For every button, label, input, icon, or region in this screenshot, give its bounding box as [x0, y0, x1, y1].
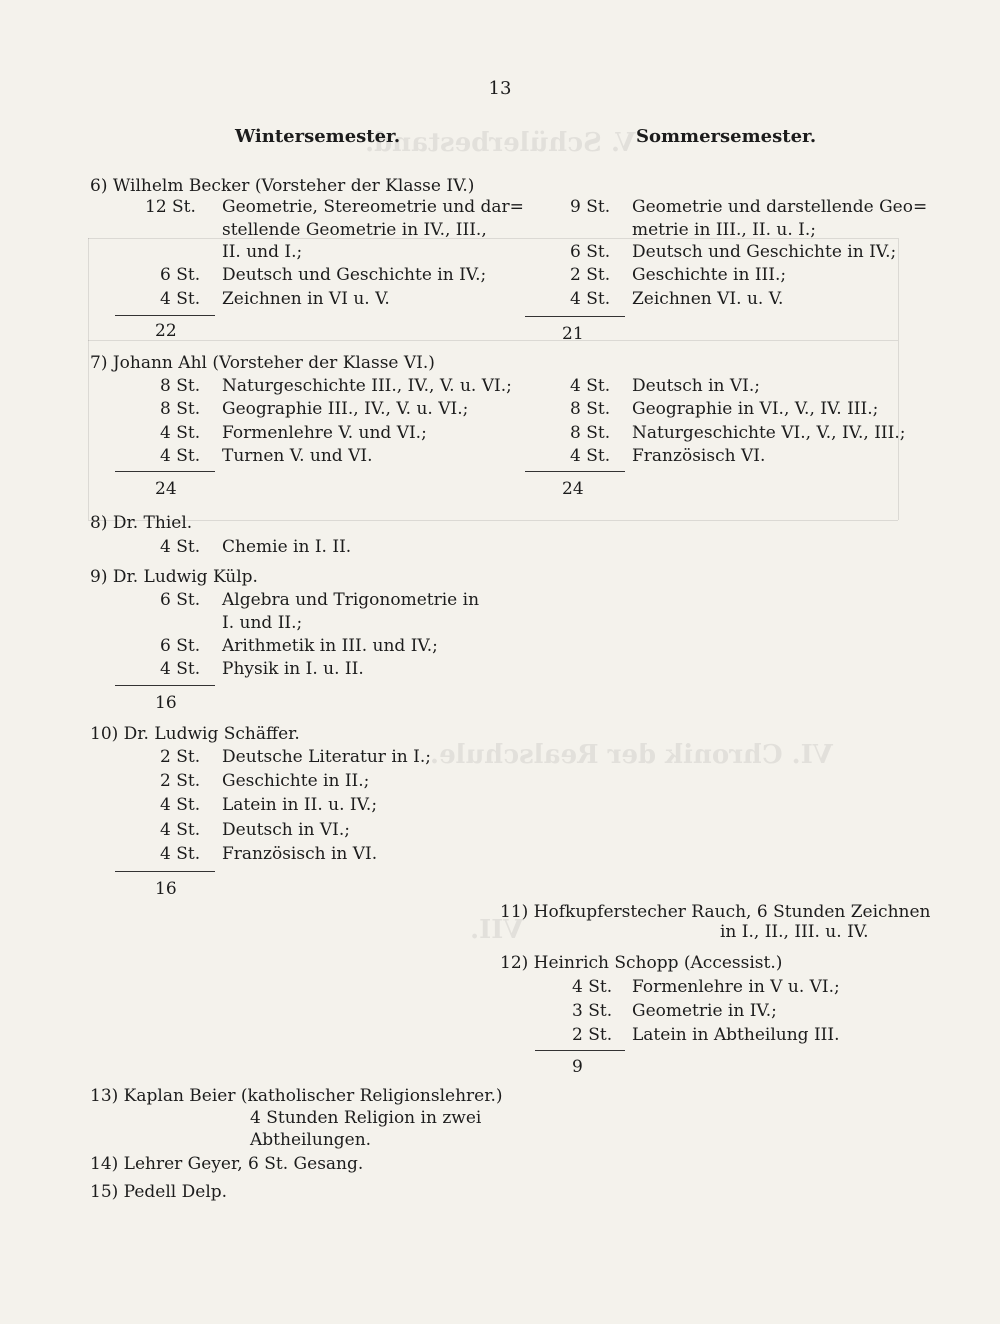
bleed-table-bottom: [88, 520, 898, 521]
hours: 8 St.: [570, 399, 611, 419]
subject: Naturgeschichte III., IV., V. u. VI.;: [222, 376, 512, 396]
bleed-heading-1: V. Schülerbestand.: [365, 128, 636, 158]
hours: 4 St.: [160, 844, 201, 864]
subject: 4 Stunden Religion in zwei: [250, 1108, 482, 1128]
bleed-table-left: [88, 238, 89, 520]
sum-rule: [115, 471, 215, 472]
subject: Latein in Abtheilung III.: [632, 1025, 840, 1045]
subject: Naturgeschichte VI., V., IV., III.;: [632, 423, 906, 443]
subject: Zeichnen VI. u. V.: [632, 289, 784, 309]
hours: 4 St.: [160, 423, 201, 443]
teacher-entry: 12) Heinrich Schopp (Accessist.): [500, 953, 783, 973]
hours-total: 16: [155, 879, 177, 899]
subject: Geometrie und darstellende Geo=: [632, 197, 928, 217]
hours: 2 St.: [572, 1025, 613, 1045]
hours: 3 St.: [572, 1001, 613, 1021]
subject: Deutsche Literatur in I.;: [222, 747, 431, 767]
hours: 4 St.: [570, 289, 611, 309]
subject: I. und II.;: [222, 613, 303, 633]
bleed-heading-2: VI. Chronik der Realschule.: [430, 740, 834, 770]
subject: Turnen V. und VI.: [222, 446, 373, 466]
hours: 6 St.: [570, 242, 611, 262]
sum-rule: [525, 471, 625, 472]
sum-rule: [115, 871, 215, 872]
teacher-entry: 15) Pedell Delp.: [90, 1182, 228, 1202]
hours: 6 St.: [160, 265, 201, 285]
subject: Französisch VI.: [632, 446, 766, 466]
hours: 8 St.: [160, 376, 201, 396]
hours: 4 St.: [160, 446, 201, 466]
subject: Französisch in VI.: [222, 844, 378, 864]
teacher-entry: 13) Kaplan Beier (katholischer Religionslehrer.): [90, 1086, 503, 1106]
sum-rule: [535, 1050, 625, 1051]
hours: 4 St.: [160, 795, 201, 815]
hours: 6 St.: [160, 636, 201, 656]
hours-total: 21: [562, 324, 584, 344]
hours-total: 24: [562, 479, 584, 499]
subject: Abtheilungen.: [250, 1130, 372, 1150]
hours: 4 St.: [160, 820, 201, 840]
subject: Geographie in VI., V., IV. III.;: [632, 399, 879, 419]
subject: Geographie III., IV., V. u. VI.;: [222, 399, 469, 419]
subject: metrie in III., II. u. I.;: [632, 220, 817, 240]
subject: Geschichte in II.;: [222, 771, 370, 791]
teacher-entry: 10) Dr. Ludwig Schäffer.: [90, 724, 300, 744]
subject: Latein in II. u. IV.;: [222, 795, 378, 815]
subject: Physik in I. u. II.: [222, 659, 364, 679]
hours-total: 9: [572, 1057, 583, 1077]
subject: Geschichte in III.;: [632, 265, 787, 285]
hours: 4 St.: [572, 977, 613, 997]
subject: Arithmetik in III. und IV.;: [222, 636, 438, 656]
teacher-entry: 9) Dr. Ludwig Külp.: [90, 567, 258, 587]
bleed-table-mid: [88, 340, 898, 341]
bleed-table-right: [898, 238, 899, 520]
hours: 6 St.: [160, 590, 201, 610]
subject: II. und I.;: [222, 242, 303, 262]
subject: Geometrie, Stereometrie und dar=: [222, 197, 524, 217]
sum-rule: [115, 315, 215, 316]
teacher-entry: 7) Johann Ahl (Vorsteher der Klasse VI.): [90, 353, 435, 373]
subject: Zeichnen in VI u. V.: [222, 289, 390, 309]
subject: in I., II., III. u. IV.: [720, 922, 869, 942]
subject: Deutsch in VI.;: [222, 820, 350, 840]
hours: 12 St.: [145, 197, 196, 217]
subject: Deutsch in VI.;: [632, 376, 760, 396]
subject: stellende Geometrie in IV., III.,: [222, 220, 487, 240]
subject: Formenlehre in V u. VI.;: [632, 977, 840, 997]
sum-rule: [115, 685, 215, 686]
teacher-entry: 14) Lehrer Geyer, 6 St. Gesang.: [90, 1154, 364, 1174]
hours-total: 22: [155, 321, 177, 341]
subject: Formenlehre V. und VI.;: [222, 423, 427, 443]
hours: 4 St.: [160, 289, 201, 309]
page-number: 13: [488, 78, 512, 99]
bleed-heading-3: VII.: [470, 915, 524, 945]
subject: Deutsch und Geschichte in IV.;: [632, 242, 897, 262]
teacher-entry: 11) Hofkupferstecher Rauch, 6 Stunden Zeichnen: [500, 902, 931, 922]
winter-semester-header: Wintersemester.: [235, 126, 401, 147]
subject: Chemie in I. II.: [222, 537, 352, 557]
hours-total: 24: [155, 479, 177, 499]
subject: Deutsch und Geschichte in IV.;: [222, 265, 487, 285]
hours: 9 St.: [570, 197, 611, 217]
summer-semester-header: Sommersemester.: [636, 126, 817, 147]
subject: Algebra und Trigonometrie in: [222, 590, 480, 610]
hours: 8 St.: [570, 423, 611, 443]
hours: 2 St.: [160, 771, 201, 791]
subject: Geometrie in IV.;: [632, 1001, 777, 1021]
hours-total: 16: [155, 693, 177, 713]
hours: 4 St.: [160, 537, 201, 557]
hours: 8 St.: [160, 399, 201, 419]
hours: 4 St.: [570, 376, 611, 396]
hours: 4 St.: [160, 659, 201, 679]
hours: 4 St.: [570, 446, 611, 466]
teacher-entry: 8) Dr. Thiel.: [90, 513, 193, 533]
hours: 2 St.: [160, 747, 201, 767]
teacher-entry: 6) Wilhelm Becker (Vorsteher der Klasse IV.): [90, 176, 475, 196]
hours: 2 St.: [570, 265, 611, 285]
sum-rule: [525, 316, 625, 317]
